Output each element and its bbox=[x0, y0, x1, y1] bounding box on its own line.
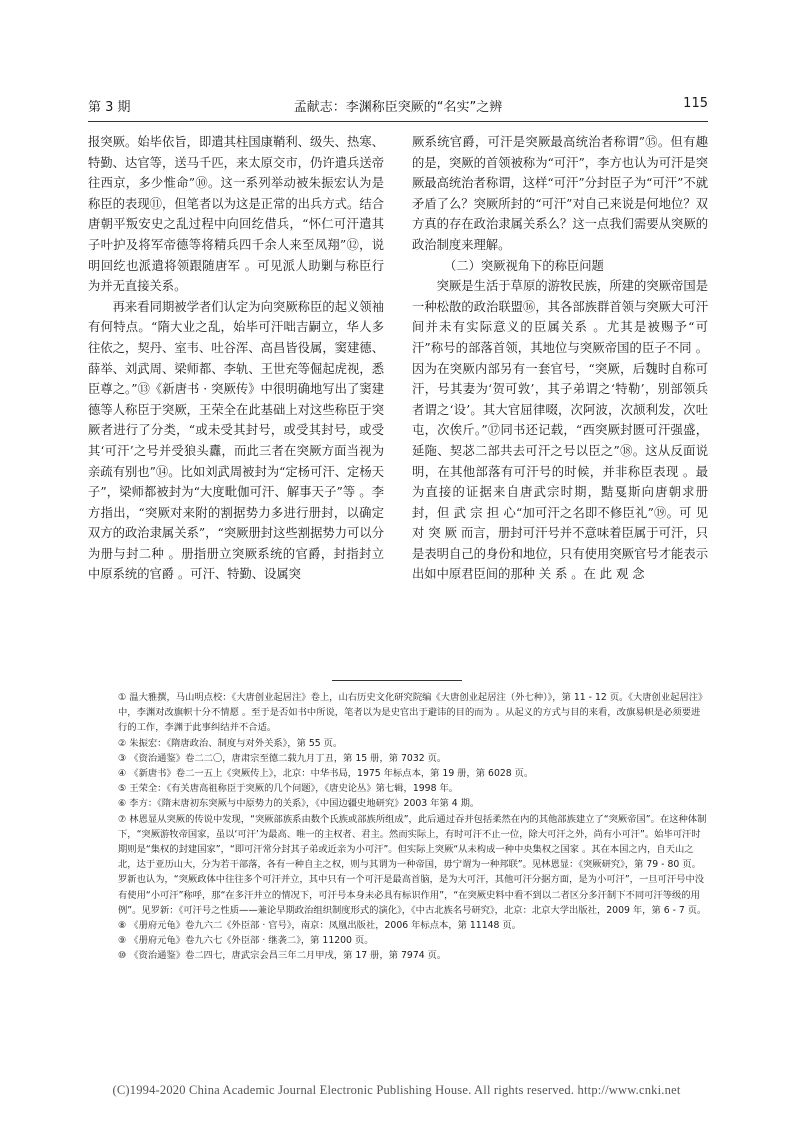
footnote: ① 温大雅撰，马山明点校：《大唐创业起居注》卷上，山右历史文化研究院编《大唐创业起居注（外七种）》，第 11 - 12 页。《大唐创业起居注》中，李渊对改旗帜十分不情愿 。至于是否如书中所说，笔者以为是史官出于避讳的目的而为 。从起义的方式与目的来看，改旗易帜是必须要进行的工作，李渊于此事纠结并不合适。 bbox=[118, 692, 708, 734]
footnote: ⑨ 《册府元龟》卷九六七《外臣部 · 继袭二》，第 11200 页。 bbox=[118, 935, 374, 947]
article-running-title: 孟献志：李渊称臣突厥的“名实”之辨 bbox=[293, 100, 503, 115]
section-heading: （二）突厥视角下的称臣问题 bbox=[443, 258, 604, 273]
footnote: ③ 《资治通鉴》卷二二〇，唐肃宗至德二载九月丁丑，第 15 册，第 7032 页。 bbox=[118, 752, 447, 764]
paragraph: 再来看同期被学者们认定为向突厥称臣的起义领袖有何特点。“隋大业之乱，始毕可汗咄吉嗣立，华人多往依之，契丹、室韦、吐谷浑、高昌皆役属，窦建德、薛举、刘武周、梁师都、李轨、王世充等倔起虎视，悉臣尊之。”⑬《新唐书 · 突厥传》中很明确地写出了窦建德等人称臣于突厥，王荣全在此基础上对这些称臣于突厥者进行了分类，“或未受其封号，或受其封号，或受其‘可汗’之号并受狼头纛，而此三者在突厥方面当视为亲疏有别也”⑭。比如刘武周被封为“定杨可汗、定杨天子”，梁师都被封为“大度毗伽可汗、解事天子”等 。李方指出，“突厥对来附的割据势力多进行册封，以确定双方的政治隶属关系”，“突厥册封这些割据势力可以分为册与封二种 。册指册立突厥系统的官爵，封指封立中原系统的官爵 。可汗、特勤、设属突 bbox=[88, 299, 384, 582]
paragraph: 突厥是生活于草原的游牧民族，所建的突厥帝国是一种松散的政治联盟⑯，其各部族群首领与突厥大可汗间并未有实际意义的臣属关系 。尤其是被赐予“可汗”称号的部落首领，其地位与突厥帝国的臣子不同 。因为在突厥内部另有一套官号，“突厥，后魏时自称可汗，号其妻为‘贺可敦’，其子弟谓之‘特勒’，别部领兵者谓之‘设’。其大官屈律啜，次阿波，次颉利发，次吐屯，次俟斤。”⑰同书还记载，“西突厥封匮可汗强盛，延陁、契苾二部共去可汗之号以臣之”⑱。这从反面说明，在其他部落有可汗号的时候，并非称臣表现 。最为直接的证据来自唐武宗时期，黠戛斯向唐朝求册 封，但 武 宗 担 心“加可汗之名即不修臣礼”⑲。可 见 对 突 厥 而言，册封可汗号并不意味着臣属于可汗，只是表明自己的身份和地位，只有使用突厥官号才能表示出如中原君臣间的那种 关 系 。在 此 观 念 bbox=[412, 279, 708, 582]
left-column bbox=[88, 132, 384, 585]
issue-number: 第 3 期 bbox=[88, 100, 131, 115]
right-column bbox=[412, 132, 708, 585]
footnotes bbox=[118, 690, 708, 964]
running-header bbox=[88, 96, 708, 116]
footnote: ⑥ 李方：《隋末唐初东突厥与中原势力的关系》，《中国边疆史地研究》2003 年第 4 期。 bbox=[118, 798, 480, 810]
footnote: ⑩ 《资治通鉴》卷二四七，唐武宗会昌三年二月甲戌，第 17 册，第 7974 页。 bbox=[118, 950, 447, 962]
paragraph: 厥系统官爵，可汗是突厥最高统治者称谓”⑮。但有趣的是，突厥的首领被称为“可汗”，李方也认为可汗是突厥最高统治者称谓，这样“可汗”分封臣子为“可汗”不就矛盾了么？突厥所封的“可汗”对自己来说是何地位？双方真的存在政治隶属关系么？这一点我们需要从突厥的政治制度来理解。 bbox=[412, 135, 708, 252]
footnote-separator bbox=[332, 680, 462, 681]
footnote: ⑤ 王荣全：《有关唐高祖称臣于突厥的几个问题》，《唐史论丛》第七辑，1998 年。 bbox=[118, 783, 459, 795]
paragraph: 报突厥。始毕依旨，即遣其柱国康鞘利、级失、热寒、特勤、达官等，送马千匹，来太原交市，仍许遣兵送帝往西京，多少惟命”⑩。这一系列举动被朱振宏认为是称臣的表现⑪，但笔者以为这是正常的出兵方式。结合唐朝平叛安史之乱过程中向回纥借兵，“怀仁可汗遣其子叶护及将军帝德等将精兵四千余人来至凤翔”⑫，说明回纥也派遣将领跟随唐军 。可见派人助剿与称臣行为并无直接关系。 bbox=[88, 135, 384, 294]
footnote: ⑦ 林恩显从突厥的传说中发现，“突厥部族系由数个氏族或部族所组成”，此后通过吞并包括柔然在内的其他部族建立了“突厥帝国”。在这种体制下，“突厥游牧帝国家，虽以‘可汗’为最高、唯一的主权者、君主。然而实际上，有时可汗不止一位，除大可汗之外，尚有小可汗”。始毕可汗时期则是“集权的封建国家”，“即可汗常分封其子弟或近亲为小可汗”。但实际上突厥“从未构成一种中央集权之国家 。其在本国之内，自天山之北，达于亚历山大，分为若干部落，各有一种自主之权，则与其谓为一种帝国，毋宁谓为一种邦联”。见林恩显：《突厥研究》，第 79 - 80 页。罗新也认为，“突厥政体中往往多个可汗并立，其中只有一个可汗是最高首脑，是为大可汗，其他可汗分据方面，是为小可汗”，一旦可汗号中没有使用“小可汗”称呼，那“在多汗并立的情况下，可汗号本身未必具有标识作用”，“在突厥史料中看不到以二者区分多汗制下不同可汗等级的用例”。见罗新：《可汗号之性质——兼论早期政治组织制度形式的演化》，《中古北族名号研究》，北京：北京大学出版社，2009 年，第 6 - 7 页。 bbox=[118, 813, 707, 916]
footnote: ④ 《新唐书》卷二一五上《突厥传上》，北京：中华书局，1975 年标点本，第 19 册，第 6028 页。 bbox=[118, 768, 534, 780]
copyright-footer: (C)1994-2020 China Academic Journal Electronic Publishing House. All rights reserved. http://www.cnki.net bbox=[112, 1083, 681, 1097]
footnote: ② 朱振宏：《隋唐政治、制度与对外关系》，第 55 页。 bbox=[118, 737, 343, 749]
header-rule bbox=[88, 121, 708, 122]
footnote: ⑧ 《册府元龟》卷九六二《外臣部 · 官号》，南京：凤凰出版社，2006 年标点本，第 11148 页。 bbox=[118, 920, 521, 932]
page-number: 115 bbox=[683, 96, 708, 111]
